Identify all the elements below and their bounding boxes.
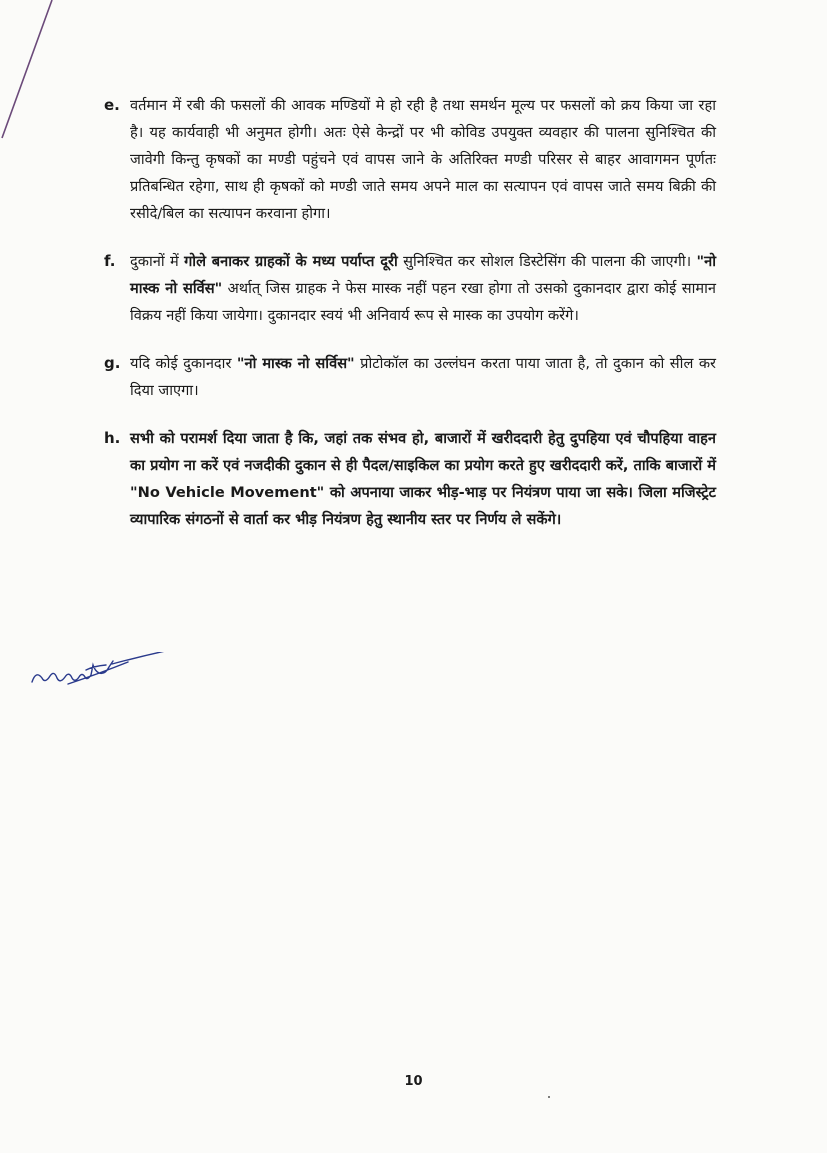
text-segment: सुनिश्चित कर सोशल डिस्टेसिंग की पालना की जाएगी। [397,253,697,270]
emphasized-text: "नो मास्क नो सर्विस" [236,355,355,372]
list-item-text [130,350,716,404]
text-segment: वर्तमान में रबी की फसलों की आवक मण्डियों मे हो रही है तथा समर्थन मूल्य पर फसलों को क्रय किया जा रहा है। यह कार्यवाही भी अनुमत होगी। अतः ऐसे केन्द्रों पर भी कोविड उपयुक्त व्यवहार की पालना सुनिश्चित की जावेगी किन्तु कृषकों का मण्डी पहुंचने एवं वापस जाने के अतिरिक्त मण्डी परिसर से बाहर आवागमन पूर्णतः प्रतिबन्धित रहेगा, साथ ही कृषकों को मण्डी जाते समय अपने माल का सत्यापन एवं वापस जाते समय बिक्री की रसीदे/बिल का सत्यापन करवाना होगा। [130,97,716,222]
list-item [104,92,716,227]
list-item-text [130,92,716,227]
scan-edge-mark [0,0,60,150]
page-number: 10 [404,1074,423,1089]
list-item-text [130,248,716,329]
list-marker: g. [104,354,121,372]
scan-speck [548,1096,550,1098]
text-segment: अर्थात् जिस ग्राहक ने फेस मास्क नहीं पहन रखा होगा तो उसको दुकानदार द्वारा कोई सामान विक्रय नहीं किया जायेगा। दुकानदार स्वयं भी अनिवार्य रूप से मास्क का उपयोग करेंगे। [130,280,717,324]
instruction-list [104,92,716,554]
text-segment: प्रोटोकॉल का उल्लंघन करता पाया जाता है, तो दुकान को सील कर दिया जाएगा। [130,355,717,399]
emphasized-text: सभी को परामर्श दिया जाता है कि, जहां तक संभव हो, बाजारों में खरीददारी हेतु दुपहिया एवं चौपहिया वाहन का प्रयोग ना करें एवं नजदीकी दुकान से ही पैदल/साइकिल का प्रयोग करते हुए खरीददारी करें, ताकि बाजारों में "No Vehicle Movement" को अपनाया जाकर भीड़-भाड़ पर नियंत्रण पाया जा सके। जिला मजिस्ट्रेट व्यापारिक संगठनों से वार्ता कर भीड़ नियंत्रण हेतु स्थानीय स्तर पर निर्णय ले सकेंगे। [130,430,716,528]
list-item-text [130,425,716,533]
list-marker: f. [104,252,116,270]
list-item [104,350,716,404]
list-item [104,425,716,533]
emphasized-text: "नो मास्क नो सर्विस" [130,253,717,297]
list-marker: e. [104,96,120,114]
handwritten-signature [28,652,178,702]
list-marker: h. [104,429,121,447]
list-item [104,248,716,329]
text-segment: यदि कोई दुकानदार [130,355,237,372]
emphasized-text: गोले बनाकर ग्राहकों के मध्य पर्याप्त दूरी [184,253,398,270]
text-segment: दुकानों में [130,253,185,270]
